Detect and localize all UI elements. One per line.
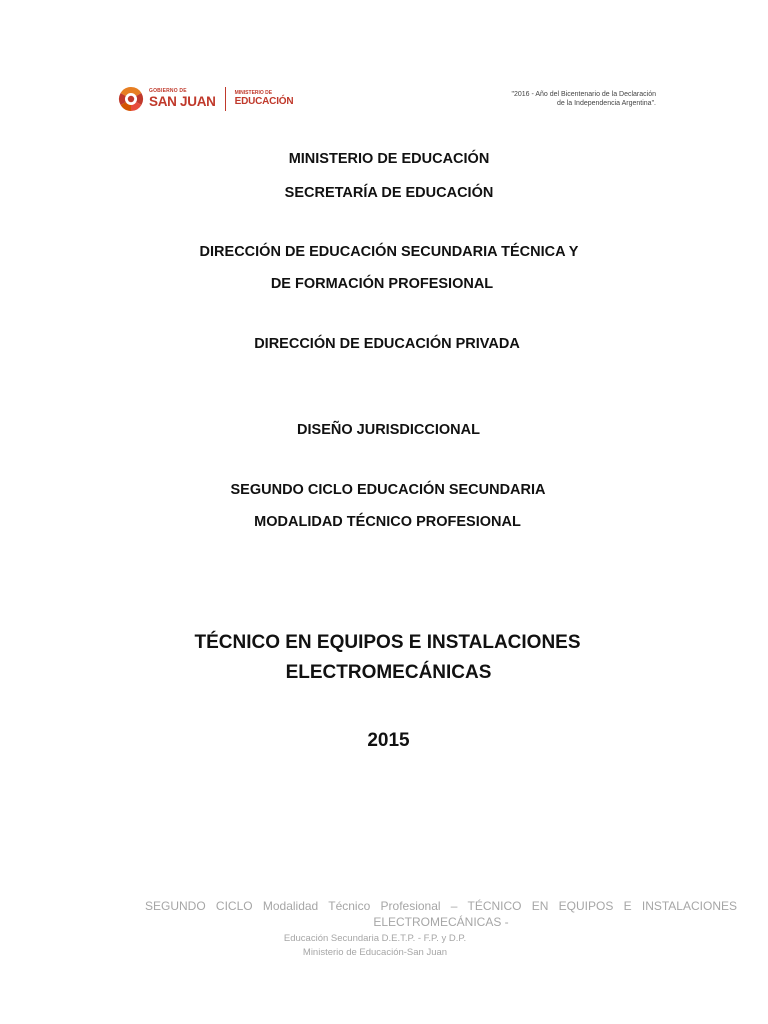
heading-diseno: DISEÑO JURISDICCIONAL [297,422,480,438]
heading-direccion-tecnica-line-2: DE FORMACIÓN PROFESIONAL [270,276,494,292]
sun-emblem-icon [118,86,144,112]
logo-educacion-label: EDUCACIÓN [234,96,294,107]
logo-ministerio-label: MINISTERIO DE [234,90,273,96]
bicentennial-motto [511,90,656,108]
heading-ciclo: SEGUNDO CICLO EDUCACIÓN SECUNDARIA [230,482,546,498]
footer-line-2: ELECTROMECÁNICAS - [373,915,509,929]
heading-direccion-privada: DIRECCIÓN DE EDUCACIÓN PRIVADA [254,336,520,352]
heading-direccion-tecnica-line-1: DIRECCIÓN DE EDUCACIÓN SECUNDARIA TÉCNICA Y [199,244,579,260]
document-title-line-1: TÉCNICO EN EQUIPOS E INSTALACIONES [194,632,581,653]
footer-line-3: Educación Secundaria D.E.T.P. - F.P. y D.P. [283,933,467,944]
document-title-line-2: ELECTROMECÁNICAS [285,662,492,683]
logo-divider [225,87,226,111]
motto-line-1: "2016 - Año del Bicentenario de la Declaración [511,91,656,98]
footer-line-4: Ministerio de Educación-San Juan [302,947,448,958]
logo-gobierno-label: GOBIERNO DE [149,88,187,95]
logo-san-juan-label: SAN JUAN [149,94,216,110]
document-year: 2015 [367,730,410,751]
government-logo [118,84,293,114]
heading-modalidad: MODALIDAD TÉCNICO PROFESIONAL [254,514,521,530]
heading-ministerio: MINISTERIO DE EDUCACIÓN [288,151,490,167]
footer-line-1: SEGUNDO CICLO Modalidad Técnico Profesional – TÉCNICO EN EQUIPOS E INSTALACIONES [145,899,737,913]
motto-line-2: de la Independencia Argentina". [556,100,656,107]
heading-secretaria: SECRETARÍA DE EDUCACIÓN [284,185,494,201]
